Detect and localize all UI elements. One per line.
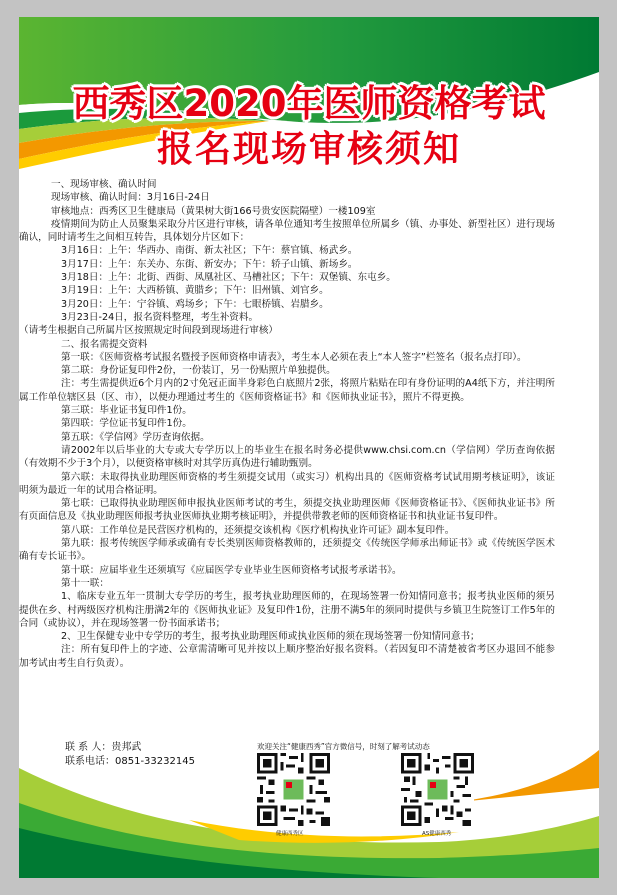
section1-heading: 一、现场审核、确认时间 bbox=[51, 179, 157, 190]
notice-body bbox=[19, 178, 555, 670]
requirement-item: 第三联：毕业证书复印件1份。 bbox=[61, 405, 192, 417]
requirement-item: 2、卫生保健专业中专学历的考生，报考执业助理医师或执业医师的须在现场签署一份知情同意书； bbox=[61, 631, 480, 643]
contact-person-label: 联 系 人： bbox=[65, 742, 112, 753]
section2-heading: 二、报名需提交资料 bbox=[61, 338, 148, 350]
requirement-item: 第五联：《学信网》学历查询依据。 bbox=[61, 431, 210, 443]
requirement-item: 第八联：工作单位是民营医疗机构的，还须提交该机构《医疗机构执业许可证》副本复印件。 bbox=[61, 524, 455, 536]
requirement-item: 注：考生需提供近6个月内的2寸免冠正面半身彩色白底照片2张，将照片粘贴在印有身份证明的A4纸下方，并注明所属工作单位辖区县（区、市），以便办理通过考生的《医师资格证书》和《医师执业证书》，照片不得更换。 bbox=[19, 378, 555, 403]
schedule-row: 3月16日：上午：华西办、南街、新太社区；下午：蔡官镇、杨武乡。 bbox=[61, 245, 358, 257]
poster-subtitle: 报名现场审核须知 bbox=[156, 129, 461, 170]
requirement-item: 第十一联： bbox=[61, 577, 109, 589]
qr-code-icon[interactable] bbox=[401, 753, 474, 826]
schedule-reminder: （请考生根据自己所属片区按照规定时间段到现场进行审核） bbox=[19, 325, 279, 337]
contact-person: 贵邦武 bbox=[111, 742, 142, 753]
schedule-row: 3月17日：上午：东关办、东街、新安办；下午：轿子山镇、新场乡。 bbox=[61, 258, 358, 270]
requirement-item: 第四联：学位证书复印件1份。 bbox=[61, 418, 192, 430]
epidemic-notice: 疫情期间为防止人员聚集采取分片区进行审核，请各单位通知考生按照单位所属乡（镇、办事处、新型社区）进行现场确认，同时请考生之间相互转告，具体划分片区如下： bbox=[19, 218, 555, 244]
requirement-item: 请2002年以后毕业的大专或大专学历以上的毕业生在报名时务必提供www.chsi.com.cn（学信网）学历查询依据（有效期不少于3个月），以便资格审核时对其学历真伪进行辅助甄别。 bbox=[19, 444, 555, 470]
schedule-row: 3月23日-24日，报名资料整理，考生补资料。 bbox=[61, 311, 259, 323]
requirement-item: 第十联：应届毕业生还须填写《应届医学专业毕业生医师资格考试报考承诺书》。 bbox=[61, 564, 402, 576]
schedule-row: 3月18日：上午：北街、西街、凤凰社区、马槽社区；下午：双堡镇、东屯乡。 bbox=[61, 272, 396, 284]
qr-label: AS健康西秀 bbox=[422, 831, 452, 837]
requirement-item: 1、临床专业五年一贯制大专学历的考生，报考执业助理医师的，在现场签署一份知情同意书；报考执业医师的须另提供在乡、村两级医疗机构注册满2年的《医师执业证》及复印件1份，注册不满5年的须同时提供与乡镇卫生院签订工作5年的合同（或协议），并在现场签署一份书面承诺书； bbox=[19, 591, 555, 629]
contact-phone-label: 联系电话： bbox=[65, 756, 115, 767]
poster-title: 西秀区2020年医师资格考试 bbox=[72, 82, 546, 125]
requirement-item: 注：所有复印件上的字迹、公章需清晰可见并按以上顺序整治好报名资料。（若因复印不清楚被省考区办退回不能参加考试由考生自行负责）。 bbox=[19, 644, 555, 669]
wechat-caption: 欢迎关注“健康西秀”官方微信号，时刻了解考试动态 bbox=[257, 742, 430, 751]
schedule-row: 3月19日：上午：大西桥镇、黄腊乡；下午：旧州镇、刘官乡。 bbox=[61, 285, 329, 297]
notice-poster bbox=[19, 17, 599, 878]
qr-code-icon[interactable] bbox=[257, 753, 330, 826]
qr-label: 健康西秀区 bbox=[276, 831, 304, 837]
contact-phone: 0851-33232145 bbox=[115, 756, 195, 767]
requirement-item: 第九联：报考传统医学师承或确有专长类别医师资格教师的，还须提交《传统医学师承出师证书》或《传统医学医术确有专长证书》。 bbox=[19, 538, 555, 563]
schedule-row: 3月20日：上午：宁谷镇、鸡场乡；下午：七眼桥镇、岩腊乡。 bbox=[61, 298, 329, 310]
review-location: 审核地点：西秀区卫生健康局（黄果树大街166号贵安医院隔壁）一楼109室 bbox=[51, 205, 376, 217]
requirement-item: 第六联：未取得执业助理医师资格的考生须提交试用（或实习）机构出具的《医师资格考试试用期考核证明》，该证明须为最近一年的试用合格证明。 bbox=[19, 471, 555, 496]
requirement-item: 第一联：《医师资格考试报名暨授予医师资格申请表》，考生本人必须在表上“本人签字”栏签名（报名点打印）。 bbox=[61, 351, 527, 363]
contact-info bbox=[41, 741, 195, 769]
requirement-item: 第七联：已取得执业助理医师申报执业医师考试的考生，须提交执业助理医师《医师资格证书》、《医师执业证书》所有页面信息及《执业助理医师报考执业医师执业期考核证明》，并提供带教老师的医师资格证书和执业证书复印件。 bbox=[19, 498, 555, 523]
requirement-item: 第二联：身份证复印件2份，一份装订，另一份贴照片单独提供。 bbox=[61, 365, 336, 377]
review-time: 现场审核、确认时间：3月16日-24日 bbox=[51, 192, 210, 204]
